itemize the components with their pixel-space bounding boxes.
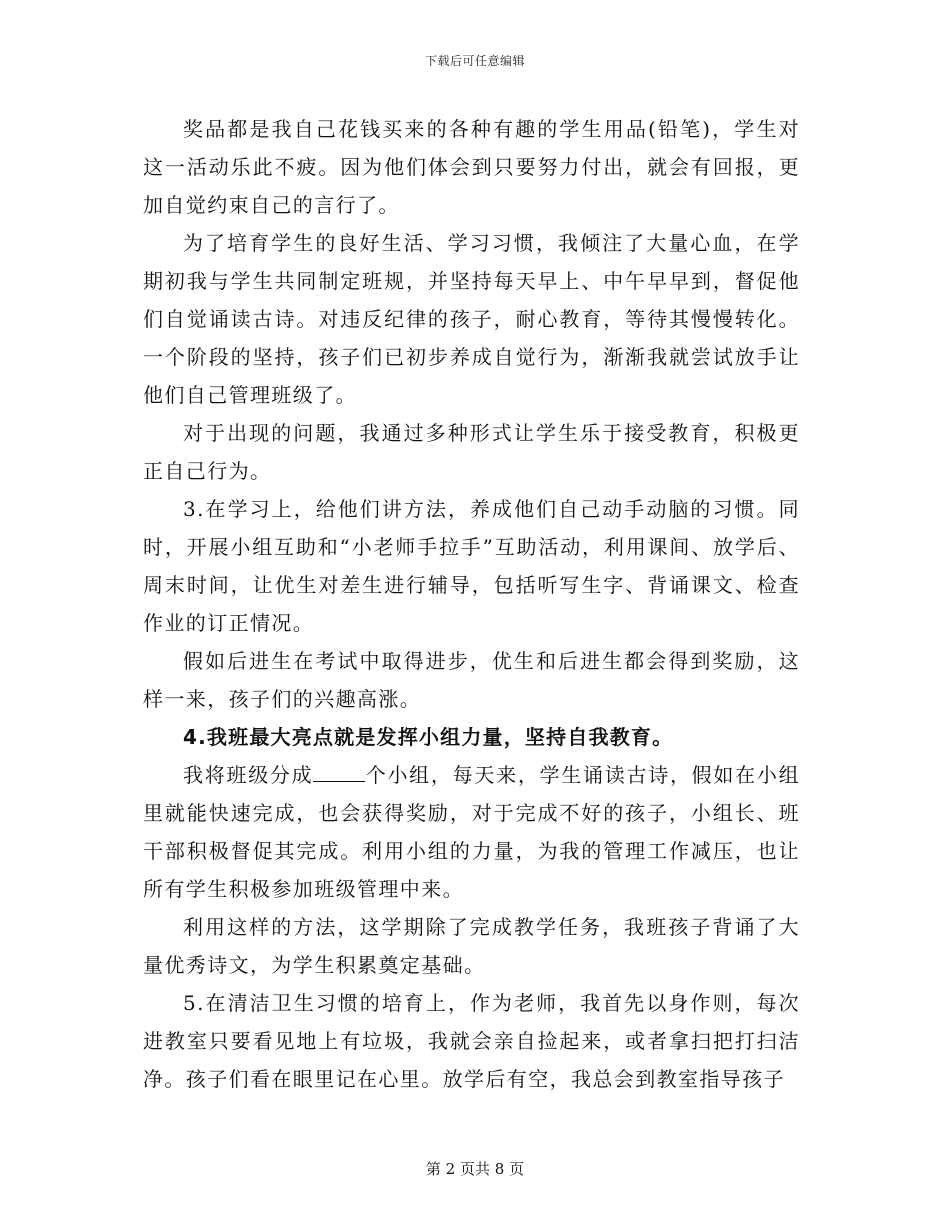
paragraph-poetry-results: 利用这样的方法，这学期除了完成教学任务，我班孩子背诵了大量优秀诗文，为学生积累奠定基础。 — [143, 915, 800, 977]
paragraph-prizes: 奖品都是我自己花钱买来的各种有趣的学生用品(铅笔)，学生对这一活动乐此不疲。因为他们体会到只要努力付出，就会有回报，更加自觉约束自己的言行了。 — [143, 117, 800, 217]
paragraph-habits: 为了培育学生的良好生活、学习习惯，我倾注了大量心血，在学期初我与学生共同制定班规，并坚持每天早上、中午早早到，督促他们自觉诵读古诗。对违反纪律的孩子，耐心教育，等待其慢慢转化。一个阶段的坚持，孩子们已初步养成自觉行为，渐渐我就尝试放手让他们自己管理班级了。 — [143, 231, 800, 407]
page-footer: 第 2 页共 8 页 — [425, 1160, 525, 1178]
paragraph-group-division-rest: 个小组，每天来，学生诵读古诗，假如在小组里就能快速完成，也会获得奖励，对于完成不好的孩子，小组长、班干部积极督促其完成。利用小组的力量，为我的管理工作减压，也让所有学生积极参加班级管理中来。 — [143, 763, 801, 901]
paragraph-study-methods: 3.在学习上，给他们讲方法，养成他们自己动手动脑的习惯。同时，开展小组互助和“小老师手拉手”互助活动，利用课间、放学后、周末时间，让优生对差生进行辅导，包括听写生字、背诵课文、检查作业的订正情况。 — [143, 497, 800, 635]
section-heading-groups: 4.我班最大亮点就是发挥小组力量，坚持自我教育。 — [183, 725, 674, 749]
paragraph-rewards: 假如后进生在考试中取得进步，优生和后进生都会得到奖励，这样一来，孩子们的兴趣高涨。 — [143, 649, 800, 711]
page-header: 下载后可任意编辑 — [424, 54, 525, 68]
blank-fill-line — [313, 761, 365, 782]
paragraph-hygiene: 5.在清洁卫生习惯的培育上，作为老师，我首先以身作则，每次进教室只要看见地上有垃圾，我就会亲自捡起来，或者拿扫把打扫洁净。孩子们看在眼里记在心里。放学后有空，我总会到教室指导孩子 — [143, 991, 800, 1091]
paragraph-problems: 对于出现的问题，我通过多种形式让学生乐于接受教育，积极更正自己行为。 — [143, 421, 800, 483]
paragraph-group-division-start: 我将班级分成 — [183, 763, 314, 787]
paragraph-group-division — [143, 756, 800, 908]
document-body — [143, 110, 800, 1098]
